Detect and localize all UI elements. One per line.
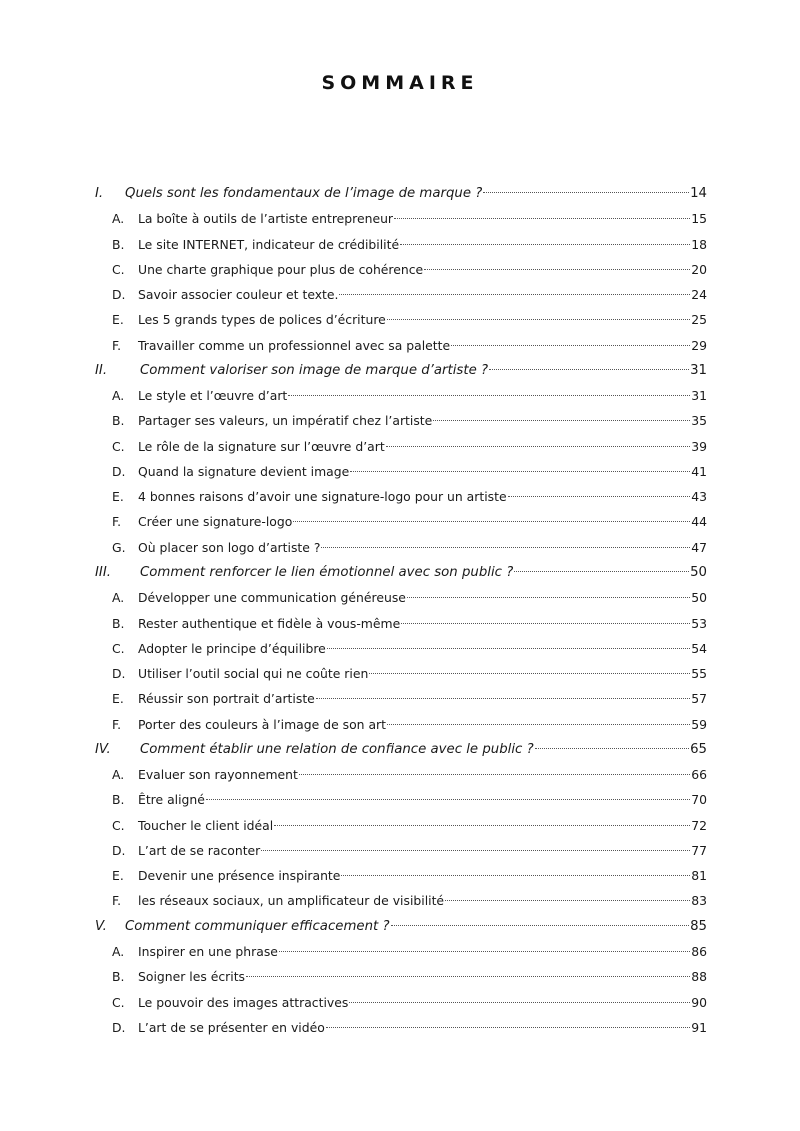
toc-section-entry[interactable] <box>95 257 707 282</box>
toc-entry-page-number: 18 <box>691 236 707 252</box>
toc-entry-label: L’art de se raconter <box>138 842 261 858</box>
toc-entry-label: Travailler comme un professionnel avec sa palette <box>138 337 451 353</box>
toc-entry-page-number: 43 <box>691 489 707 505</box>
toc-entry-page-number: 14 <box>690 186 707 201</box>
toc-section-entry[interactable] <box>95 408 707 433</box>
dot-leader <box>341 875 690 876</box>
toc-entry-number: B. <box>112 236 125 252</box>
toc-entry-number: C. <box>112 817 125 833</box>
toc-entry-page-number: 25 <box>691 312 707 328</box>
toc-entry-label: Le pouvoir des images attractives <box>138 994 349 1010</box>
toc-entry-page-number: 47 <box>691 539 707 555</box>
toc-entry-page-number: 39 <box>691 438 707 454</box>
toc-chapter-entry[interactable]: III. Comment renforcer le lien émotionnel avec son public ? 50 <box>95 560 707 585</box>
toc-entry-page-number: 41 <box>691 463 707 479</box>
dot-leader <box>321 547 690 548</box>
toc-entry-number: E. <box>112 868 124 884</box>
toc-section-entry[interactable] <box>95 232 707 257</box>
toc-entry-page-number: 66 <box>691 767 707 783</box>
toc-chapter-entry[interactable]: IV. Comment établir une relation de confiance avec le public ? 65 <box>95 737 707 762</box>
toc-entry-page-number: 65 <box>690 741 707 757</box>
toc-section-entry[interactable] <box>95 686 707 711</box>
dot-leader <box>433 420 690 421</box>
toc-entry-number: D. <box>112 463 126 479</box>
toc-entry-label: Développer une communication généreuse <box>138 590 406 606</box>
toc-section-entry[interactable] <box>95 661 707 686</box>
toc-section-entry[interactable] <box>95 509 707 534</box>
toc-entry-page-number: 83 <box>691 893 707 909</box>
dot-leader <box>451 345 690 346</box>
dot-leader <box>339 294 690 295</box>
dot-leader <box>288 395 690 396</box>
toc-section-entry[interactable] <box>95 838 707 863</box>
dot-leader <box>327 648 690 649</box>
toc-chapter-entry[interactable]: I. Quels sont les fondamentaux de l’image de marque ? 14 <box>95 181 707 206</box>
toc-entry-page-number: 88 <box>691 969 707 985</box>
dot-leader <box>483 192 689 193</box>
dot-leader <box>394 218 690 219</box>
toc-entry-number: D. <box>112 1019 126 1035</box>
toc-entry-label: Réussir son portrait d’artiste <box>138 691 315 707</box>
toc-entry-page-number: 24 <box>691 287 707 303</box>
toc-entry-page-number: 72 <box>691 817 707 833</box>
toc-entry-label: Adopter le principe d’équilibre <box>138 640 326 656</box>
dot-leader <box>400 244 690 245</box>
toc-section-entry[interactable] <box>95 282 707 307</box>
toc-entry-page-number: 55 <box>691 666 707 682</box>
toc-entry-number: A. <box>112 388 125 404</box>
toc-section-entry[interactable] <box>95 863 707 888</box>
toc-section-entry[interactable] <box>95 307 707 332</box>
toc-section-entry[interactable] <box>95 813 707 838</box>
toc-chapter-entry[interactable]: II. Comment valoriser son image de marque d’artiste ? 31 <box>95 358 707 383</box>
dot-leader <box>326 1027 690 1028</box>
toc-section-entry[interactable] <box>95 383 707 408</box>
toc-entry-label: Quels sont les fondamentaux de l’image de marque ? <box>125 186 483 201</box>
toc-entry-number: A. <box>112 211 125 227</box>
toc-entry-label: Comment communiquer efficacement ? <box>125 918 390 934</box>
dot-leader <box>508 496 691 497</box>
toc-entry-page-number: 20 <box>691 261 707 277</box>
toc-entry-label: Le rôle de la signature sur l’œuvre d’art <box>138 438 385 454</box>
dot-leader <box>535 748 689 749</box>
dot-leader <box>316 698 690 699</box>
dot-leader <box>349 1002 690 1003</box>
toc-section-entry[interactable] <box>95 1015 707 1040</box>
toc-section-entry[interactable] <box>95 611 707 636</box>
dot-leader <box>369 673 690 674</box>
toc-entry-label: Savoir associer couleur et texte. <box>138 287 339 303</box>
toc-entry-number: A. <box>112 590 125 606</box>
toc-entry-page-number: 70 <box>691 792 707 808</box>
toc-entry-label: Le style et l’œuvre d’art <box>138 388 288 404</box>
toc-entry-number: C. <box>112 438 125 454</box>
toc-entry-label: les réseaux sociaux, un amplificateur de visibilité <box>138 893 445 909</box>
toc-entry-label: Inspirer en une phrase <box>138 943 278 959</box>
toc-section-entry[interactable] <box>95 459 707 484</box>
toc-entry-page-number: 86 <box>691 943 707 959</box>
toc-entry-number: B. <box>112 969 125 985</box>
toc-entry-label: Devenir une présence inspirante <box>138 868 341 884</box>
toc-entry-label: Créer une signature-logo <box>138 514 293 530</box>
dot-leader <box>391 925 690 926</box>
toc-section-entry[interactable] <box>95 434 707 459</box>
dot-leader <box>279 951 690 952</box>
toc-entry-page-number: 57 <box>691 691 707 707</box>
toc-entry-page-number: 90 <box>691 994 707 1010</box>
toc-entry-label: Soigner les écrits <box>138 969 246 985</box>
toc-entry-label: La boîte à outils de l’artiste entrepreneur <box>138 211 394 227</box>
toc-entry-page-number: 54 <box>691 640 707 656</box>
dot-leader <box>386 446 691 447</box>
toc-entry-label: Partager ses valeurs, un impératif chez l’artiste <box>138 413 433 429</box>
toc-entry-number: F. <box>112 716 122 732</box>
toc-entry-page-number: 85 <box>690 918 707 934</box>
dot-leader <box>246 976 690 977</box>
toc-section-entry[interactable] <box>95 585 707 610</box>
toc-entry-page-number: 50 <box>691 590 707 606</box>
dot-leader <box>387 724 690 725</box>
toc-entry-label: Être aligné <box>138 792 205 808</box>
toc-entry-label: Rester authentique et fidèle à vous-même <box>138 615 401 631</box>
toc-section-entry[interactable] <box>95 206 707 231</box>
toc-entry-number: B. <box>112 792 125 808</box>
toc-entry-number: G. <box>112 539 126 555</box>
dot-leader <box>407 597 690 598</box>
dot-leader <box>206 799 690 800</box>
toc-section-entry[interactable] <box>95 787 707 812</box>
toc-section-entry[interactable] <box>95 484 707 509</box>
toc-entry-page-number: 81 <box>691 868 707 884</box>
dot-leader <box>274 825 690 826</box>
dot-leader <box>489 369 689 370</box>
toc-section-entry[interactable] <box>95 990 707 1015</box>
dot-leader <box>261 850 690 851</box>
toc-section-entry[interactable] <box>95 535 707 560</box>
dot-leader <box>293 521 690 522</box>
toc-entry-number: B. <box>112 413 125 429</box>
toc-entry-label: Où placer son logo d’artiste ? <box>138 539 321 555</box>
toc-entry-page-number: 91 <box>691 1019 707 1035</box>
toc-entry-number: A. <box>112 943 125 959</box>
toc-entry-number: C. <box>112 994 125 1010</box>
toc-entry-label: Comment renforcer le lien émotionnel avec son public ? <box>140 564 514 580</box>
dot-leader <box>299 774 690 775</box>
toc-entry-label: Toucher le client idéal <box>138 817 274 833</box>
toc-entry-page-number: 77 <box>691 842 707 858</box>
toc-section-entry[interactable] <box>95 964 707 989</box>
toc-entry-number: B. <box>112 615 125 631</box>
dot-leader <box>514 571 689 572</box>
dot-leader <box>445 900 690 901</box>
toc-entry-number: F. <box>112 337 122 353</box>
toc-entry-label: Le site INTERNET, indicateur de crédibilité <box>138 236 400 252</box>
toc-entry-page-number: 59 <box>691 716 707 732</box>
toc-entry-label: Comment établir une relation de confiance avec le public ? <box>140 741 534 757</box>
toc-entry-number: D. <box>112 287 126 303</box>
toc-entry-page-number: 50 <box>690 564 707 580</box>
toc-entry-label: Quand la signature devient image <box>138 463 350 479</box>
toc-entry-number: F. <box>112 514 122 530</box>
toc-section-entry[interactable] <box>95 762 707 787</box>
toc-entry-label: Une charte graphique pour plus de cohérence <box>138 261 424 277</box>
toc-entry-label: Comment valoriser son image de marque d’artiste ? <box>140 362 489 378</box>
toc-entry-number: E. <box>112 489 124 505</box>
toc-entry-number: A. <box>112 767 125 783</box>
toc-section-entry[interactable] <box>95 636 707 661</box>
toc-entry-page-number: 15 <box>691 211 707 227</box>
toc-chapter-entry[interactable]: V. Comment communiquer efficacement ? 85 <box>95 914 707 939</box>
toc-section-entry[interactable] <box>95 888 707 913</box>
dot-leader <box>387 319 690 320</box>
toc-entry-label: 4 bonnes raisons d’avoir une signature-logo pour un artiste <box>138 489 507 505</box>
toc-entry-number: D. <box>112 666 126 682</box>
toc-section-entry[interactable] <box>95 939 707 964</box>
toc-entry-number: C. <box>112 640 125 656</box>
toc-entry-label: Utiliser l’outil social qui ne coûte rien <box>138 666 369 682</box>
toc-section-entry[interactable] <box>95 333 707 358</box>
toc-entry-number: C. <box>112 261 125 277</box>
page-title: SOMMAIRE <box>321 72 479 94</box>
toc-entry-page-number: 35 <box>691 413 707 429</box>
toc-entry-page-number: 29 <box>691 337 707 353</box>
toc-entry-label: Les 5 grands types de polices d’écriture <box>138 312 386 328</box>
toc-entry-number: E. <box>112 691 124 707</box>
toc-entry-page-number: 31 <box>690 362 707 378</box>
toc-entry-page-number: 44 <box>691 514 707 530</box>
toc-entry-number: E. <box>112 312 124 328</box>
toc-entry-number: F. <box>112 893 122 909</box>
toc-entry-label: Evaluer son rayonnement <box>138 767 298 783</box>
toc-entry-page-number: 53 <box>691 615 707 631</box>
toc-entry-page-number: 31 <box>691 388 707 404</box>
toc-entry-label: L’art de se présenter en vidéo <box>138 1019 325 1035</box>
dot-leader <box>424 269 690 270</box>
table-of-contents <box>95 181 707 1040</box>
dot-leader <box>401 623 690 624</box>
toc-entry-number: D. <box>112 842 126 858</box>
toc-section-entry[interactable] <box>95 712 707 737</box>
dot-leader <box>350 471 690 472</box>
toc-entry-label: Porter des couleurs à l’image de son art <box>138 716 386 732</box>
